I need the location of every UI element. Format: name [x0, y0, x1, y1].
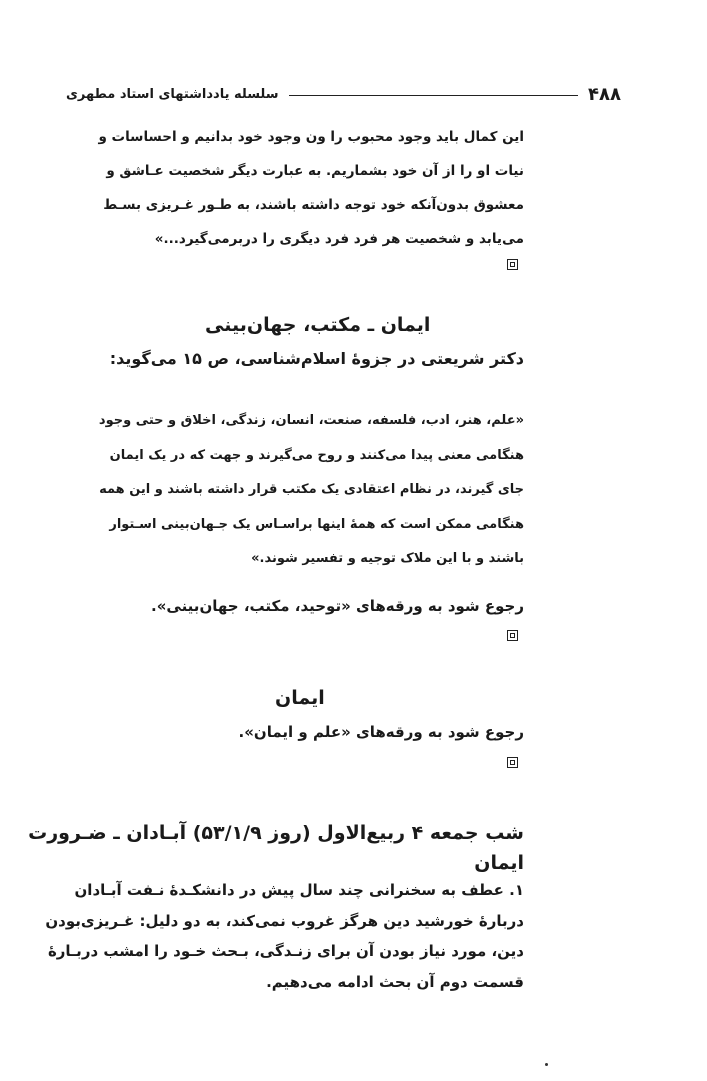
section-end-marker [507, 757, 518, 768]
quote-line: باشند و با این ملاک توجیه و تفسیر شوند.» [251, 551, 524, 566]
quote-line: این کمال باید وجود محبوب را ون وجود خود بدانیم و احساسات و [98, 129, 524, 145]
page-number: ۴۸۸ [588, 83, 621, 105]
body-paragraph [45, 875, 524, 997]
series-title: سلسله یادداشتهای استاد مطهری [66, 86, 279, 102]
running-head [66, 82, 621, 106]
body-line: قسمت دوم آن بحث ادامه می‌دهیم. [266, 972, 524, 991]
section-subtitle: دکتر شریعتی در جزوهٔ اسلام‌شناسی، ص ۱۵ می‌گوید: [109, 349, 524, 368]
quote-line: نیات او را از آن خود بشماریم. به عبارت دیگر شخصیت عـاشق و [106, 163, 524, 179]
body-line: دربارهٔ خورشید دین هرگز غروب نمی‌کند، به دو دلیل: غـریزی‌بودن [45, 911, 524, 930]
quote-line: معشوق بدون‌آنکه خود توجه داشته باشند، به طـور غـریزی بسـط [103, 197, 524, 213]
title-line: شب جمعه ۴ ربیع‌الاول (روز ۵۳/۱/۹) آبـادان ـ ضـرورت [28, 822, 524, 844]
section-title: ایمان [275, 687, 325, 709]
quote-line: هنگامی ممکن است که همهٔ اینها براسـاس یک جـهان‌بینی اسـتوار [109, 516, 524, 532]
section-title: ایمان ـ مکتب، جهان‌بینی [205, 314, 431, 336]
section-title [28, 818, 524, 878]
section-end-marker [507, 630, 518, 641]
cross-reference: رجوع شود به ورقه‌های «علم و ایمان». [238, 723, 524, 741]
quote-line: هنگامی معنی پیدا می‌کنند و روح می‌گیرند و جهت که در یک ایمان [109, 447, 524, 463]
quote-line: «علم، هنر، ادب، فلسفه، صنعت، انسان، زندگی، اخلاق و حتی وجود [98, 413, 524, 428]
cross-reference: رجوع شود به ورقه‌های «توحید، مکتب، جهان‌بینی». [151, 597, 524, 615]
header-rule [289, 95, 579, 96]
body-line: ۱. عطف به سخنرانی چند سال پیش در دانشکـدهٔ نـفت آبـادان [74, 881, 524, 899]
section-quote [99, 404, 524, 577]
quote-line: می‌یابد و شخصیت هر فرد فرد دیگری را دربرمی‌گیرد...» [154, 231, 524, 247]
body-line: دین، مورد نیاز بودن آن برای زنـدگی، بـحث خـود را امشب دربـارهٔ [47, 942, 524, 960]
opening-quote [98, 120, 524, 256]
page-speck [545, 1063, 548, 1066]
section-end-marker [507, 259, 518, 270]
title-line: ایمان [474, 852, 524, 874]
quote-line: جای گیرند، در نظام اعتقادی یک مکتب قرار داشته باشند و این همه [99, 482, 524, 497]
